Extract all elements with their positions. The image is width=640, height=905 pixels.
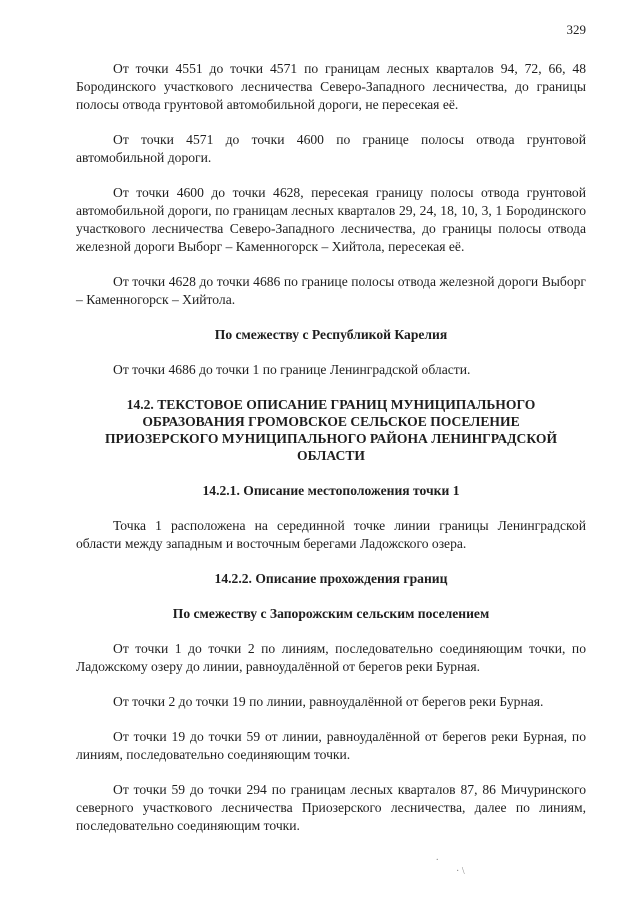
scan-mark: . [436, 852, 439, 863]
paragraph: От точки 4686 до точки 1 по границе Ленинградской области. [113, 362, 471, 377]
paragraph: От точки 59 до точки 294 по границам лесных кварталов 87, 86 Мичуринского северного участкового лесничества Приозерского лесничества, далее по линиям, последовательно соединяющим точки. [76, 782, 586, 833]
paragraph: От точки 4551 до точки 4571 по границам лесных кварталов 94, 72, 66, 48 Бородинского участкового лесничества Северо-Западного лесничества, до границы полосы отвода грунтовой автомобильной дороги, не пересекая её. [76, 61, 586, 112]
paragraph: От точки 2 до точки 19 по линии, равноудалённой от берегов реки Бурная. [113, 694, 544, 709]
paragraph: Точка 1 расположена на серединной точке линии границы Ленинградской области между западным и восточным берегами Ладожского озера. [76, 518, 586, 551]
paragraph: От точки 1 до точки 2 по линиям, последовательно соединяющим точки, по Ладожскому озеру до линии, равноудалённой от берегов реки Бурная. [76, 641, 586, 674]
section-title: 14.2. ТЕКСТОВОЕ ОПИСАНИЕ ГРАНИЦ МУНИЦИПАЛЬНОГО ОБРАЗОВАНИЯ ГРОМОВСКОЕ СЕЛЬСКОЕ ПОСЕЛЕНИЕ ПРИОЗЕРСКОГО МУНИЦИПАЛЬНОГО РАЙОНА ЛЕНИНГРАДСКОЙ ОБЛАСТИ [104, 397, 558, 463]
subheading-boundary-description: 14.2.2. Описание прохождения границ [214, 571, 448, 586]
document-body [76, 60, 586, 852]
paragraph: От точки 19 до точки 59 от линии, равноудалённой от берегов реки Бурная, по линиям, последовательно соединяющим точки. [76, 729, 586, 762]
page-number: 329 [566, 22, 586, 37]
paragraph: От точки 4628 до точки 4686 по границе полосы отвода железной дороги Выборг – Каменногорск – Хийтола. [76, 274, 586, 307]
subheading-karelia: По смежеству с Республикой Карелия [214, 327, 448, 342]
paragraph: От точки 4571 до точки 4600 по границе полосы отвода грунтовой автомобильной дороги. [76, 132, 586, 165]
scan-mark: · \ [456, 866, 465, 877]
paragraph: От точки 4600 до точки 4628, пересекая границу полосы отвода грунтовой автомобильной дороги, по границам лесных кварталов 29, 24, 18, 10, 3, 1 Бородинского участкового лесничества Северо-Западного лесничества, до границы полосы отвода железной дороги Выборг – Каменногорск – Хийтола, пересекая её. [76, 185, 586, 254]
subheading-zaporozhskoe: По смежеству с Запорожским сельским поселением [172, 606, 490, 621]
subheading-point-1-location: 14.2.1. Описание местоположения точки 1 [202, 483, 460, 498]
